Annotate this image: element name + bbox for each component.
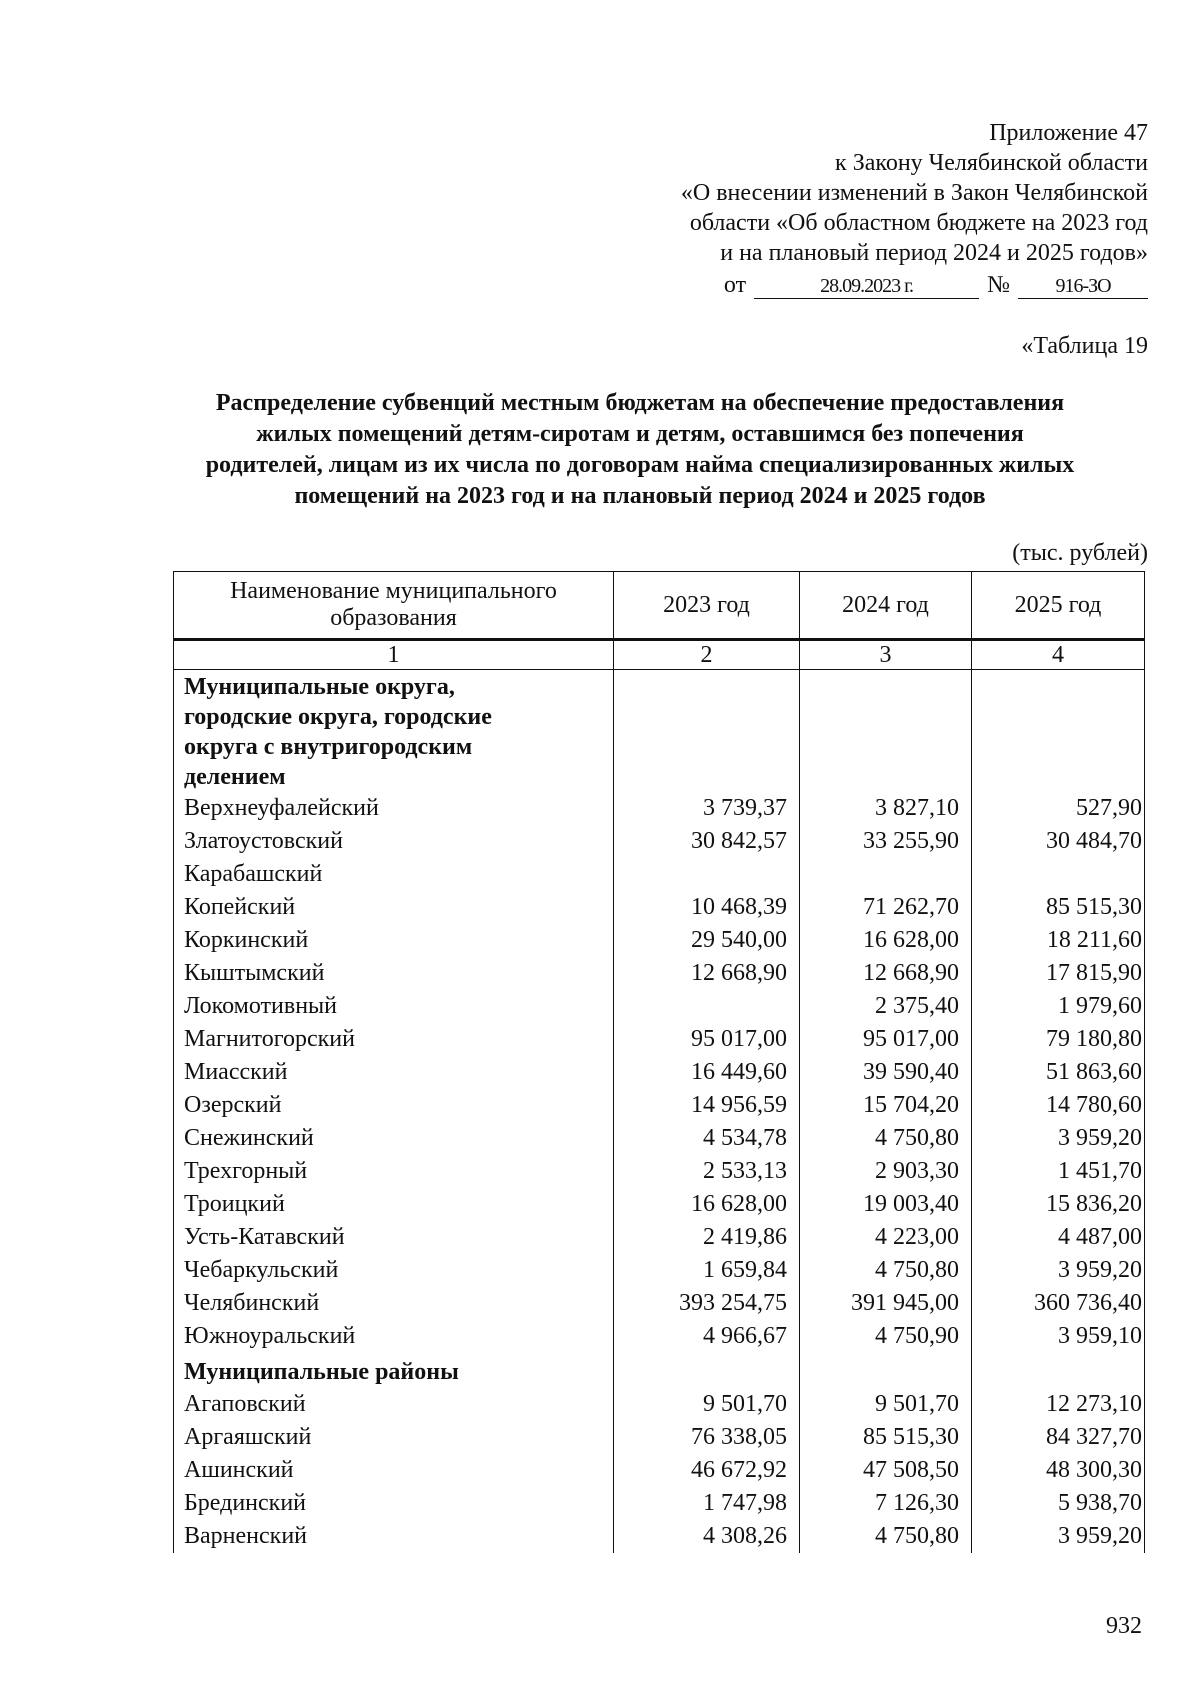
value-2023: 29 540,00 — [614, 924, 800, 957]
value-2023: 4 308,26 — [614, 1520, 800, 1553]
value-2023: 16 449,60 — [614, 1056, 800, 1089]
value-2023: 393 254,75 — [614, 1287, 800, 1320]
value-2024 — [800, 858, 972, 891]
value-2025 — [972, 858, 1145, 891]
municipality-name: Снежинский — [174, 1122, 614, 1155]
table-row — [174, 1320, 1145, 1353]
value-2024: 19 003,40 — [800, 1188, 972, 1221]
value-2024: 4 750,80 — [800, 1520, 972, 1553]
table-row — [174, 1287, 1145, 1320]
value-2024: 15 704,20 — [800, 1089, 972, 1122]
title-line: Распределение субвенций местным бюджетам на обеспечение предоставления — [215, 390, 1065, 416]
value-2023: 30 842,57 — [614, 825, 800, 858]
value-2024: 95 017,00 — [800, 1023, 972, 1056]
value-2023: 12 668,90 — [614, 957, 800, 990]
value-2024: 85 515,30 — [800, 1421, 972, 1454]
table-row — [174, 1056, 1145, 1089]
document-header — [681, 118, 1148, 300]
table-header-row — [174, 572, 1145, 640]
value-2023: 46 672,92 — [614, 1454, 800, 1487]
table-row — [174, 1155, 1145, 1188]
value-2024: 47 508,50 — [800, 1454, 972, 1487]
value-2025: 17 815,90 — [972, 957, 1145, 990]
value-2023: 2 533,13 — [614, 1155, 800, 1188]
value-2024: 4 750,90 — [800, 1320, 972, 1353]
header-line: области «Об областном бюджете на 2023 год — [689, 210, 1148, 236]
table-row — [174, 924, 1145, 957]
title-line: родителей, лицам из их числа по договорам найма специализированных жилых — [205, 452, 1075, 478]
from-label: от — [723, 272, 747, 298]
municipality-name: Верхнеуфалейский — [174, 792, 614, 825]
title-line: помещений на 2023 год и на плановый период 2024 и 2025 годов — [294, 483, 986, 509]
section-heading-row — [174, 670, 1145, 793]
table-row — [174, 1188, 1145, 1221]
subvention-table — [173, 571, 1145, 1553]
table-row — [174, 1122, 1145, 1155]
value-2024: 33 255,90 — [800, 825, 972, 858]
table-row — [174, 1254, 1145, 1287]
municipality-name: Карабашский — [174, 858, 614, 891]
column-number: 3 — [800, 640, 972, 670]
table-row — [174, 1023, 1145, 1056]
header-line: и на плановый период 2024 и 2025 годов» — [720, 240, 1148, 266]
value-2024: 3 827,10 — [800, 792, 972, 825]
value-2024: 71 262,70 — [800, 891, 972, 924]
value-2025: 84 327,70 — [972, 1421, 1145, 1454]
municipality-name: Озерский — [174, 1089, 614, 1122]
value-2025: 3 959,20 — [972, 1254, 1145, 1287]
value-2024: 4 750,80 — [800, 1254, 972, 1287]
title-line: жилых помещений детям-сиротам и детям, оставшимся без попечения — [256, 421, 1024, 447]
value-2024: 7 126,30 — [800, 1487, 972, 1520]
header-line: Приложение 47 — [989, 120, 1148, 146]
value-2025: 48 300,30 — [972, 1454, 1145, 1487]
value-2025: 14 780,60 — [972, 1089, 1145, 1122]
table-label: «Таблица 19 — [1021, 333, 1148, 359]
municipality-name: Троицкий — [174, 1188, 614, 1221]
value-2023: 76 338,05 — [614, 1421, 800, 1454]
municipality-name: Коркинский — [174, 924, 614, 957]
municipality-name: Ашинский — [174, 1454, 614, 1487]
value-2025: 3 959,20 — [972, 1122, 1145, 1155]
units-label: (тыс. рублей) — [1012, 540, 1148, 566]
value-2023: 1 659,84 — [614, 1254, 800, 1287]
municipality-name: Варненский — [174, 1520, 614, 1553]
value-2024: 39 590,40 — [800, 1056, 972, 1089]
column-number: 2 — [614, 640, 800, 670]
column-number: 1 — [174, 640, 614, 670]
table-row — [174, 1454, 1145, 1487]
value-2025: 360 736,40 — [972, 1287, 1145, 1320]
table-row — [174, 1388, 1145, 1421]
municipality-name: Магнитогорский — [174, 1023, 614, 1056]
value-2023: 4 534,78 — [614, 1122, 800, 1155]
municipality-name: Челябинский — [174, 1287, 614, 1320]
municipality-name: Чебаркульский — [174, 1254, 614, 1287]
section-heading-row — [174, 1353, 1145, 1388]
header-line: к Закону Челябинской области — [835, 150, 1148, 176]
value-2024: 391 945,00 — [800, 1287, 972, 1320]
table-row — [174, 858, 1145, 891]
law-date-line — [681, 270, 1148, 300]
value-2023: 14 956,59 — [614, 1089, 800, 1122]
value-2025: 3 959,20 — [972, 1520, 1145, 1553]
value-2025: 85 515,30 — [972, 891, 1145, 924]
value-2025: 18 211,60 — [972, 924, 1145, 957]
value-2023: 95 017,00 — [614, 1023, 800, 1056]
value-2023: 2 419,86 — [614, 1221, 800, 1254]
section-heading: Муниципальные округа, городские округа, городские округа с внутригородским делением — [174, 670, 614, 793]
municipality-name: Локомотивный — [174, 990, 614, 1023]
value-2023: 9 501,70 — [614, 1388, 800, 1421]
value-2025: 79 180,80 — [972, 1023, 1145, 1056]
value-2024: 2 375,40 — [800, 990, 972, 1023]
section-heading: Муниципальные районы — [174, 1353, 614, 1388]
municipality-name: Агаповский — [174, 1388, 614, 1421]
value-2024: 9 501,70 — [800, 1388, 972, 1421]
column-header-2023: 2023 год — [614, 572, 800, 640]
value-2023: 1 747,98 — [614, 1487, 800, 1520]
law-number: 916-ЗО — [1018, 274, 1148, 299]
value-2023 — [614, 990, 800, 1023]
municipality-name: Аргаяшский — [174, 1421, 614, 1454]
value-2023: 10 468,39 — [614, 891, 800, 924]
municipality-name: Южноуральский — [174, 1320, 614, 1353]
value-2024: 4 223,00 — [800, 1221, 972, 1254]
law-date: 28.09.2023 г. — [754, 274, 979, 299]
column-number: 4 — [972, 640, 1145, 670]
page-number: 932 — [1106, 1613, 1142, 1639]
table-row — [174, 1221, 1145, 1254]
municipality-name: Усть-Катавский — [174, 1221, 614, 1254]
value-2024: 12 668,90 — [800, 957, 972, 990]
value-2025: 15 836,20 — [972, 1188, 1145, 1221]
table-row — [174, 990, 1145, 1023]
header-line: «О внесении изменений в Закон Челябинской — [680, 180, 1148, 206]
column-header-name: Наименование муниципального образования — [174, 572, 614, 640]
column-header-2024: 2024 год — [800, 572, 972, 640]
number-label: № — [987, 272, 1010, 298]
value-2025: 4 487,00 — [972, 1221, 1145, 1254]
table-row — [174, 1487, 1145, 1520]
column-header-2025: 2025 год — [972, 572, 1145, 640]
value-2025: 51 863,60 — [972, 1056, 1145, 1089]
municipality-name: Кыштымский — [174, 957, 614, 990]
value-2025: 12 273,10 — [972, 1388, 1145, 1421]
municipality-name: Златоустовский — [174, 825, 614, 858]
municipality-name: Копейский — [174, 891, 614, 924]
table-row — [174, 891, 1145, 924]
value-2024: 2 903,30 — [800, 1155, 972, 1188]
table-row — [174, 1421, 1145, 1454]
value-2023: 4 966,67 — [614, 1320, 800, 1353]
value-2025: 30 484,70 — [972, 825, 1145, 858]
table-row — [174, 792, 1145, 825]
table-row — [174, 957, 1145, 990]
municipality-name: Брединский — [174, 1487, 614, 1520]
value-2025: 1 451,70 — [972, 1155, 1145, 1188]
municipality-name: Трехгорный — [174, 1155, 614, 1188]
value-2025: 1 979,60 — [972, 990, 1145, 1023]
column-number-row — [174, 640, 1145, 670]
value-2025: 527,90 — [972, 792, 1145, 825]
value-2025: 3 959,10 — [972, 1320, 1145, 1353]
table-row — [174, 825, 1145, 858]
municipality-name: Миасский — [174, 1056, 614, 1089]
table-row — [174, 1520, 1145, 1553]
value-2023: 16 628,00 — [614, 1188, 800, 1221]
document-title — [150, 388, 1130, 512]
value-2023: 3 739,37 — [614, 792, 800, 825]
table-row — [174, 1089, 1145, 1122]
value-2024: 16 628,00 — [800, 924, 972, 957]
value-2025: 5 938,70 — [972, 1487, 1145, 1520]
value-2023 — [614, 858, 800, 891]
value-2024: 4 750,80 — [800, 1122, 972, 1155]
